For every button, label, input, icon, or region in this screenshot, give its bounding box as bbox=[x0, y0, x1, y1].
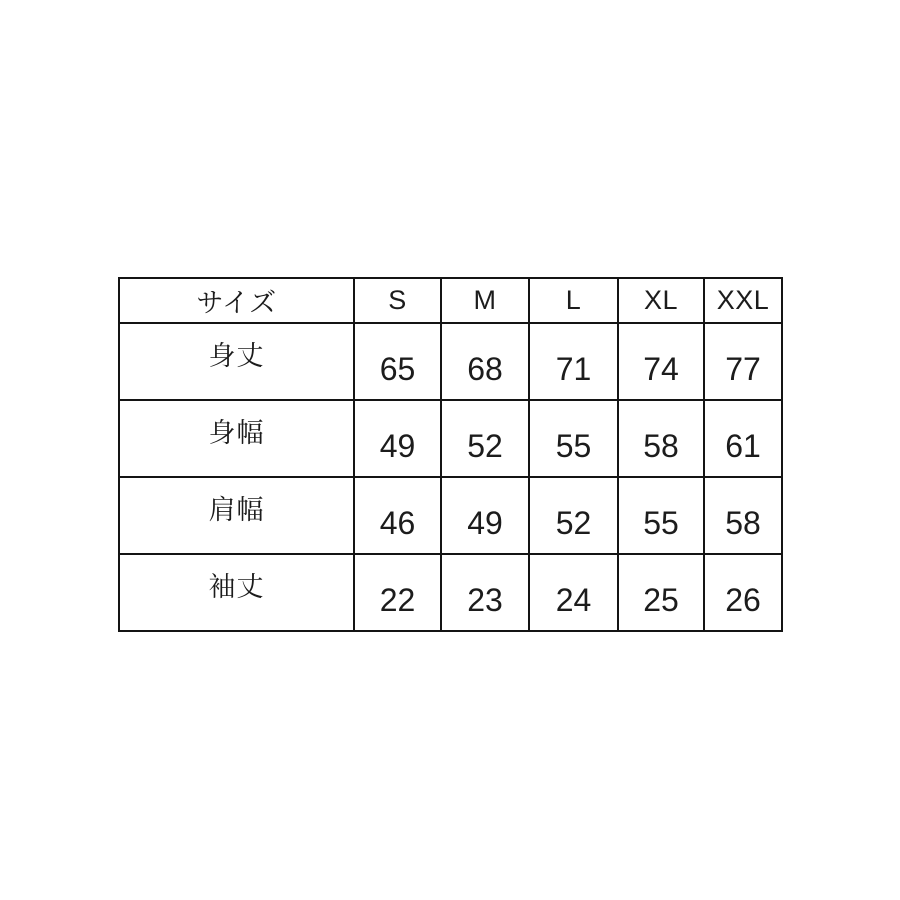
value-cell bbox=[619, 401, 705, 478]
value-cell bbox=[705, 478, 781, 555]
value-cell bbox=[355, 555, 442, 630]
size-chart-table bbox=[118, 277, 783, 632]
header-label: M bbox=[473, 285, 497, 315]
value: 74 bbox=[643, 351, 679, 387]
value: 55 bbox=[643, 505, 679, 541]
value: 61 bbox=[725, 428, 761, 464]
value: 71 bbox=[555, 351, 592, 387]
value-cell bbox=[619, 324, 705, 401]
value: 52 bbox=[467, 428, 503, 464]
value: 26 bbox=[725, 582, 761, 618]
header-cell-l bbox=[530, 279, 619, 324]
header-cell-m bbox=[442, 279, 530, 324]
header-label: XXL bbox=[716, 285, 770, 315]
value: 49 bbox=[379, 428, 416, 464]
value: 55 bbox=[555, 428, 592, 464]
row-label: 袖丈 bbox=[208, 572, 265, 602]
value: 58 bbox=[643, 428, 679, 464]
value-cell bbox=[442, 324, 530, 401]
value-cell bbox=[705, 401, 781, 478]
header-cell-s bbox=[355, 279, 442, 324]
value: 52 bbox=[555, 505, 592, 541]
value-cell bbox=[530, 478, 619, 555]
value: 24 bbox=[555, 582, 592, 618]
value-cell bbox=[619, 555, 705, 630]
value: 22 bbox=[379, 582, 416, 618]
value-cell bbox=[530, 555, 619, 630]
row-label-cell-body-width bbox=[120, 401, 355, 478]
value: 58 bbox=[725, 505, 761, 541]
header-label: L bbox=[565, 285, 582, 315]
value-cell bbox=[355, 324, 442, 401]
row-label: 肩幅 bbox=[208, 495, 265, 525]
value-cell bbox=[619, 478, 705, 555]
header-cell-xl bbox=[619, 279, 705, 324]
value-cell bbox=[442, 478, 530, 555]
row-label: 身幅 bbox=[208, 418, 265, 448]
row-label-cell-sleeve-length bbox=[120, 555, 355, 630]
value: 25 bbox=[643, 582, 679, 618]
value-cell bbox=[355, 478, 442, 555]
header-cell-size bbox=[120, 279, 355, 324]
row-label-cell-shoulder-width bbox=[120, 478, 355, 555]
header-label: S bbox=[388, 285, 407, 315]
value: 46 bbox=[379, 505, 416, 541]
row-label: 身丈 bbox=[208, 341, 265, 371]
row-label-cell-body-length bbox=[120, 324, 355, 401]
value-cell bbox=[442, 401, 530, 478]
value-cell bbox=[355, 401, 442, 478]
value-cell bbox=[705, 555, 781, 630]
value: 49 bbox=[467, 505, 503, 541]
header-cell-xxl bbox=[705, 279, 781, 324]
value: 77 bbox=[725, 351, 761, 387]
value: 65 bbox=[379, 351, 416, 387]
value: 23 bbox=[467, 582, 503, 618]
header-label: XL bbox=[643, 285, 679, 315]
value-cell bbox=[442, 555, 530, 630]
value: 68 bbox=[467, 351, 503, 387]
value-cell bbox=[530, 401, 619, 478]
value-cell bbox=[705, 324, 781, 401]
value-cell bbox=[530, 324, 619, 401]
header-label: サイズ bbox=[196, 288, 277, 318]
